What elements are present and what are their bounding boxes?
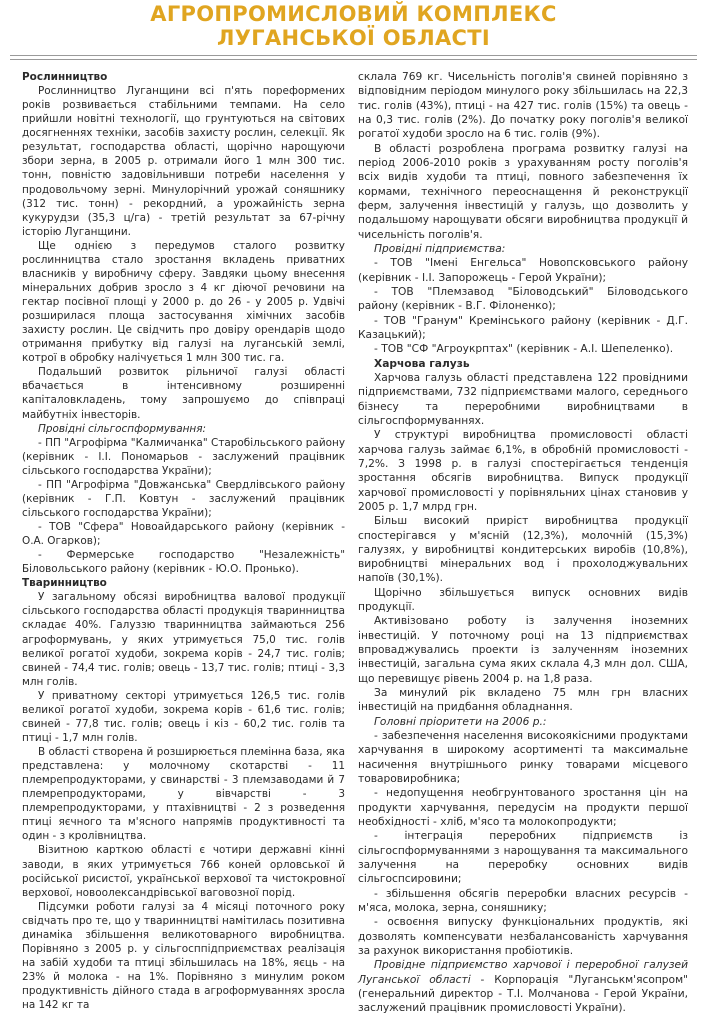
paragraph: У загальному обсязі виробництва валової продукції сільського господарства області продукція тваринництва складає 40%. Галуззю тваринництва займаються 256 агроформувань, у яких утримується 75,0 тис. голів великої рогатої худоби, зокрема корів - 24,7 тис. голів; свиней - 74,4 тис. голів; овець - 13,7 тис. голів; птиці - 3,3 млн голів. bbox=[22, 591, 345, 688]
list-item: - збільшення обсягів переробки власних ресурсів - м'яса, молока, зерна, соняшнику; bbox=[358, 886, 688, 915]
paragraph: склала 769 кг. Чисельність поголів'я свиней порівняно з відповідним періодом минулого року збільшилась на 22,3 тис. голів (43%), птиці - на 427 тис. голів (15%) та овець - на 0,3 тис. голів (2%). До початку року поголів'я великої рогатої худоби зросло на 6 тис. голів (9%). bbox=[358, 70, 688, 141]
section-heading-livestock: Тваринництво bbox=[22, 577, 107, 590]
list-item: - ТОВ "Імені Енгельса" Новопсковського району (керівник - І.І. Запорожець - Герой України); bbox=[358, 256, 688, 284]
closing-italic-text: Провідне підприємство харчової і переробної галузей Луганської області bbox=[358, 958, 688, 986]
paragraph: Щорічно збільшується випуск основних видів продукції. bbox=[358, 585, 688, 614]
title-rule-bottom bbox=[10, 59, 697, 60]
list-item: - інтеграція переробних підприємств із сільгоспформуваннями з нарощування та максимального залучення на переробку основних видів сільгоспсировини; bbox=[358, 829, 688, 886]
page-title-line-1: АГРОПРОМИСЛОВИЙ КОМПЛЕКС bbox=[150, 2, 557, 26]
paragraph: Більш високий приріст виробництва продукції спостерігався у м'ясній (12,3%), молочній (15,3%) галузях, у виробництві кондитерських виробів (10,8%), виробництві мінеральних вод і прохолоджувальних напоїв (30,1%). bbox=[358, 514, 688, 585]
list-item: - недопущення необгрунтованого зростання цін на продукти харчування, передусім на продукти першої необхідності - хліб, м'ясо та молокопродукти; bbox=[358, 786, 688, 829]
list-item: - Фермерське господарство "Незалежність" Біловольського району (керівник - Ю.О. Пронько). bbox=[22, 549, 345, 576]
paragraph: Харчова галузь області представлена 122 провідними підприємствами, 732 підприємствами малого, середнього бізнесу та переробними виробництвами в сільгоспформуваннях. bbox=[358, 370, 688, 427]
list-item: - забезпечення населення високоякісними продуктами харчування в широкому асортименті та максимальне насичення внутрішнього ринку товарами місцевого товаровиробника; bbox=[358, 729, 688, 786]
right-column bbox=[358, 70, 688, 1016]
list-item: - ПП "Агрофірма "Калмичанка" Старобільського району (керівник - І.І. Пономарьов - заслужений працівник сільського господарства України); bbox=[22, 436, 345, 477]
section-heading-crop-production: Рослинництво bbox=[22, 71, 108, 83]
paragraph: В області створена й розширюється племінна база, яка представлена: у молочному скотарстві - 11 племрепродукторами, у свинарстві - 3 племзаводами й 7 племрепродукторами, у вівчарстві - 3 племрепродукторами, у птахівництві - 2 з розведення птиці яєчного та м'ясного напрямів продуктивності та один - з кролівництва. bbox=[22, 746, 345, 843]
paragraph: Подальший розвиток рільничої галузі області вбачається в інтенсивному розширенні капіталовкладень, тому запрошуємо до співпраці майбутніх інвесторів. bbox=[22, 366, 345, 421]
paragraph: Візитною карткою області є чотири державні кінні заводи, в яких утримується 766 коней орловської й російської рисистої, української верхової та чистокровної верхової, новоолександрівської ваговозної порід. bbox=[22, 844, 345, 899]
paragraph: У структурі виробництва промисловості області харчова галузь займає 6,1%, в обробній промисловості - 7,2%. З 1998 р. в галузі спостерігається тенденція зростання обсягів виробництва. Випуск продукції харчової промисловості у порівняльних цінах становив у 2005 р. 1,7 млрд грн. bbox=[358, 428, 688, 513]
paragraph: Ще однією з передумов сталого розвитку рослинництва стало зростання вкладень приватних власників у виробничу сферу. Завдяки цьому внесення мінеральних добрив зросло з 4 кг діючої речовини на гектар посівної площі у 2000 р. до 26 - у 2005 р. Удвічі розширилася площа застосування хімічних засобів захисту рослин. Це свідчить про довіру орендарів щодо отримання прибутку від галузі на луганській землі, котрої в обробку налічується 1 млн 300 тис. га. bbox=[22, 239, 345, 365]
page-title-line-2: ЛУГАНСЬКОЇ ОБЛАСТІ bbox=[217, 26, 490, 50]
title-rule-top bbox=[10, 55, 697, 56]
paragraph: Активізовано роботу із залучення іноземних інвестицій. У поточному році на 13 підприємствах впроваджувались проекти із залученням іноземних інвестицій, загальна сума яких склала 4,3 млн дол. США, що перевищує рівень 2004 р. на 1,8 раза. bbox=[358, 614, 688, 685]
list-item: - освоєння випуску функціональних продуктів, які дозволять компенсувати незбалансованість харчування за рахунок використання пробіотиків. bbox=[358, 915, 688, 958]
leading-enterprises-label: Провідні підприємства: bbox=[374, 241, 506, 255]
paragraph: Підсумки роботи галузі за 4 місяці поточного року свідчать про те, що у тваринництві намітилась позитивна динаміка збільшення великотоварного виробництва. Порівняно з 2005 р. у сільгосппідприємствах реалізація на забій худоби та птиці збільшилась на 18%, яєць - на 23% й молока - на 1%. Порівняно з минулим роком продуктивність дійного стада в агроформуваннях зросла на 142 кг та bbox=[22, 900, 345, 1012]
list-item: - ПП "Агрофірма "Довжанська" Свердлівського району (керівник - Г.П. Ковтун - заслужений працівник сільського господарства України); bbox=[22, 478, 345, 519]
left-column bbox=[22, 70, 345, 1012]
closing-text: - Корпорація "Луганськм'ясопром" (генеральний директор - Т.І. Молчанова - Герой України, заслужений працівник промисловості України). bbox=[358, 972, 688, 1015]
list-item: - ТОВ "Гранум" Кремінського району (керівник - Д.Г. Казацький); bbox=[358, 313, 688, 341]
paragraph: Рослинництво Луганщини всі п'ять пореформених років розвивається стабільними темпами. На село прийшли новітні технології, що грунтуються на світових досягненнях техніки, засобів захисту рослин, селекції. Як результат, господарства області, щорічно нарощуючи збори зерна, в 2005 р. отримали його 1 млн 300 тис. тонн, повністю задовільнивши потреби населення у продовольчому зерні. Минулорічний урожай соняшнику (312 тис. тонн) - рекордний, а урожайність зерна кукурудзи (35,3 ц/га) - третій результат за 67-річну історію Луганщини. bbox=[22, 85, 345, 238]
paragraph: У приватному секторі утримується 126,5 тис. голів великої рогатої худоби, зокрема корів - 61,6 тис. голів; свиней - 77,8 тис. голів; овець і кіз - 60,2 тис. голів та птиці - 1,7 млн голів. bbox=[22, 689, 345, 744]
list-item: - ТОВ "Племзавод "Біловодський" Біловодського району (керівник - В.Г. Філоненко); bbox=[358, 284, 688, 313]
closing-paragraph bbox=[358, 958, 688, 1015]
list-item: - ТОВ "СФ "Агроукрптах" (керівник - А.І. Шепеленко). bbox=[374, 342, 674, 356]
paragraph: В області розроблена програма розвитку галузі на період 2006-2010 років з урахуванням росту поголів'я всіх видів худоби та птиці, повного забезпечення їх кормами, технічного переоснащення й реконструкції ферм, залучення інвестицій у галузь, що дозволить у подальшому нарощувати обсяги виробництва продукції й чисельність поголів'я. bbox=[358, 141, 688, 241]
leading-farms-label: Провідні сільгоспформування: bbox=[38, 422, 207, 435]
priorities-label: Головні пріоритети на 2006 р.: bbox=[374, 714, 547, 728]
section-heading-food-industry: Харчова галузь bbox=[374, 356, 470, 370]
paragraph: За минулий рік вкладено 75 млн грн власних інвестицій на придбання обладнання. bbox=[358, 686, 688, 714]
list-item: - ТОВ "Сфера" Новоайдарського району (керівник - О.А. Огарков); bbox=[22, 521, 345, 548]
